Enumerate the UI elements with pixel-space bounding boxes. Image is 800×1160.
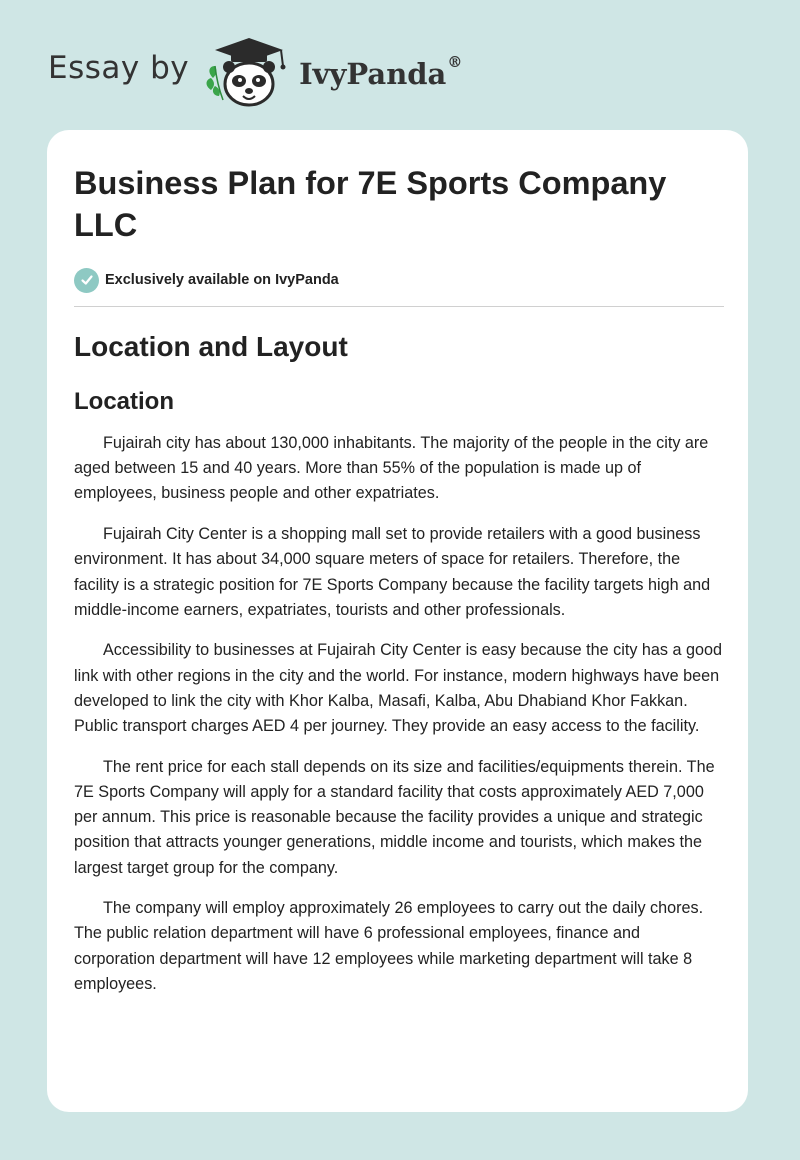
paragraph: Accessibility to businesses at Fujairah City Center is easy because the city has a good link with other regions in the city and the world. For instance, modern highways have been developed to link the city with Khor Kalba, Masafi, Kalba, Abu Dhabiand Khor Fakkan. Public transport charges AED 4 per journey. They provide an easy access to the facility. — [74, 641, 723, 736]
divider — [74, 306, 724, 307]
brand-text: IvyPanda — [299, 57, 447, 91]
registered-mark: ® — [447, 53, 463, 71]
section-heading: Location and Layout — [74, 331, 348, 362]
paragraph: Fujairah city has about 130,000 inhabitants. The majority of the people in the city are aged between 15 and 40 years. More than 55% of the population is made up of employees, business people and other expatriates. — [74, 434, 709, 503]
exclusive-badge — [74, 266, 724, 294]
badge-text: Exclusively available on IvyPanda — [105, 272, 339, 288]
paragraph: Fujairah City Center is a shopping mall set to provide retailers with a good business environment. It has about 34,000 square meters of space for retailers. Therefore, the facility is a strategic position for 7E Sports Company because the facility targets high and middle-income earners, expatriates, tourists and other professionals. — [74, 525, 711, 619]
essay-card — [47, 130, 748, 1112]
check-icon — [74, 268, 99, 293]
essay-title: Business Plan for 7E Sports Company LLC — [74, 165, 667, 243]
paragraph: The company will employ approximately 26 employees to carry out the daily chores. The public relation department will have 6 professional employees, finance and corporation department will have 12 employees while marketing department will take 8 employees. — [74, 899, 704, 993]
subsection-heading: Location — [74, 388, 174, 415]
brand-name[interactable] — [299, 53, 463, 91]
panda-graduate-logo-icon[interactable] — [203, 36, 295, 108]
site-header — [48, 36, 462, 108]
paragraph: The rent price for each stall depends on its size and facilities/equipments therein. The 7E Sports Company will apply for a standard facility that costs approximately AED 7,000 per annum. This price is reasonable because the facility provides a unique and strategic position that attracts younger generations, middle income and tourists, which makes the largest target group for the company. — [74, 757, 715, 877]
essay-by-label: Essay by — [48, 50, 190, 86]
essay-content — [74, 162, 724, 997]
